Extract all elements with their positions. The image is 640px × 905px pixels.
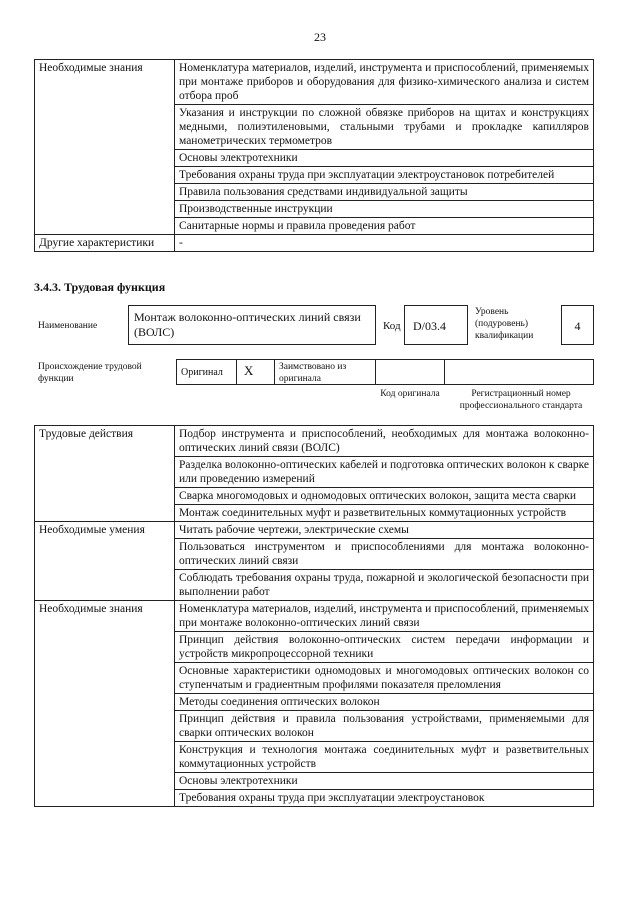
row-label-skills: Необходимые умения: [35, 522, 175, 601]
original-label: Оригинал: [181, 367, 223, 378]
table-row: [35, 426, 594, 457]
code-value-box: [404, 305, 468, 345]
knowledge-table-continued: [34, 59, 594, 252]
original-mark: X: [244, 363, 254, 378]
origin-row-box: [176, 359, 594, 385]
knowledge-item: Основы электротехники: [175, 150, 594, 167]
code-value: D/03.4: [413, 319, 446, 333]
table-row: [35, 522, 594, 539]
labor-function-table: [34, 425, 594, 807]
knowledge-item: Правила пользования средствами индивидуальной защиты: [175, 184, 594, 201]
page-number: 23: [314, 30, 326, 44]
knowledge-item: Санитарные нормы и правила проведения работ: [175, 218, 594, 235]
other-characteristics-value: -: [175, 235, 594, 252]
level-label: Уровень (подуровень) квалификации: [475, 307, 534, 341]
divider: [274, 359, 275, 385]
code-original-caption: Код оригинала: [380, 389, 440, 399]
code-label: Код: [383, 320, 401, 332]
row-label-other: Другие характеристики: [35, 235, 175, 252]
table-row: [35, 235, 594, 252]
knowledge-item: Номенклатура материалов, изделий, инструмента и приспособлений, применяемых при монтаже волоконно-оптических линий связи: [175, 601, 594, 632]
name-value-box: [128, 305, 376, 345]
divider: [236, 359, 237, 385]
name-value: Монтаж волоконно-оптических линий связи (ВОЛС): [134, 310, 361, 339]
knowledge-item: Номенклатура материалов, изделий, инструмента и приспособлений, применяемых при монтаже приборов и оборудования для физико-химического анализа и систем отбора проб: [175, 60, 594, 105]
action-item: Разделка волоконно-оптических кабелей и подготовка оптических волокон к сварке или проведению измерений: [175, 457, 594, 488]
name-label: Наименование: [38, 321, 98, 331]
table-row: [35, 60, 594, 105]
knowledge-item: Производственные инструкции: [175, 201, 594, 218]
divider: [375, 359, 376, 385]
skill-item: Соблюдать требования охраны труда, пожарной и экологической безопасности при выполнении работ: [175, 570, 594, 601]
origin-label: Происхождение трудовой функции: [38, 362, 142, 384]
table-row: [35, 601, 594, 632]
knowledge-item: Методы соединения оптических волокон: [175, 694, 594, 711]
row-label-actions: Трудовые действия: [35, 426, 175, 522]
action-item: Сварка многомодовых и одномодовых оптических волокон, защита места сварки: [175, 488, 594, 505]
knowledge-item: Конструкция и технология монтажа соединительных муфт и разветвительных коммутационных устройств: [175, 742, 594, 773]
reg-number-caption: Регистрационный номер профессионального стандарта: [459, 389, 583, 411]
knowledge-item: Принцип действия и правила пользования устройствами, применяемыми для сварки оптических волокон: [175, 711, 594, 742]
level-value: 4: [574, 319, 581, 333]
knowledge-item: Указания и инструкции по сложной обвязке приборов на щитах и конструкциях медными, полиэтиленовыми, стальными трубами и прокладке капилляров манометрических термометров: [175, 105, 594, 150]
action-item: Подбор инструмента и приспособлений, необходимых для монтажа волоконно-оптических линий связи (ВОЛС): [175, 426, 594, 457]
action-item: Монтаж соединительных муфт и разветвительных коммутационных устройств: [175, 505, 594, 522]
knowledge-item: Принцип действия волоконно-оптических систем передачи информации и устройств микропроцессорной техники: [175, 632, 594, 663]
knowledge-item: Основные характеристики одномодовых и многомодовых оптических волокон со ступенчатым и градиентным профилями показателя преломления: [175, 663, 594, 694]
knowledge-item: Основы электротехники: [175, 773, 594, 790]
skill-item: Читать рабочие чертежи, электрические схемы: [175, 522, 594, 539]
section-title: 3.4.3. Трудовая функция: [34, 280, 166, 294]
knowledge-item: Требования охраны труда при эксплуатации электроустановок потребителей: [175, 167, 594, 184]
row-label-knowledge: Необходимые знания: [35, 601, 175, 807]
knowledge-item: Требования охраны труда при эксплуатации электроустановок: [175, 790, 594, 807]
divider: [444, 359, 445, 385]
skill-item: Пользоваться инструментом и приспособлениями для монтажа волоконно-оптических линий связи: [175, 539, 594, 570]
row-label-knowledge: Необходимые знания: [35, 60, 175, 235]
borrowed-label: Заимствовано из оригинала: [279, 362, 347, 384]
level-value-box: [561, 305, 594, 345]
